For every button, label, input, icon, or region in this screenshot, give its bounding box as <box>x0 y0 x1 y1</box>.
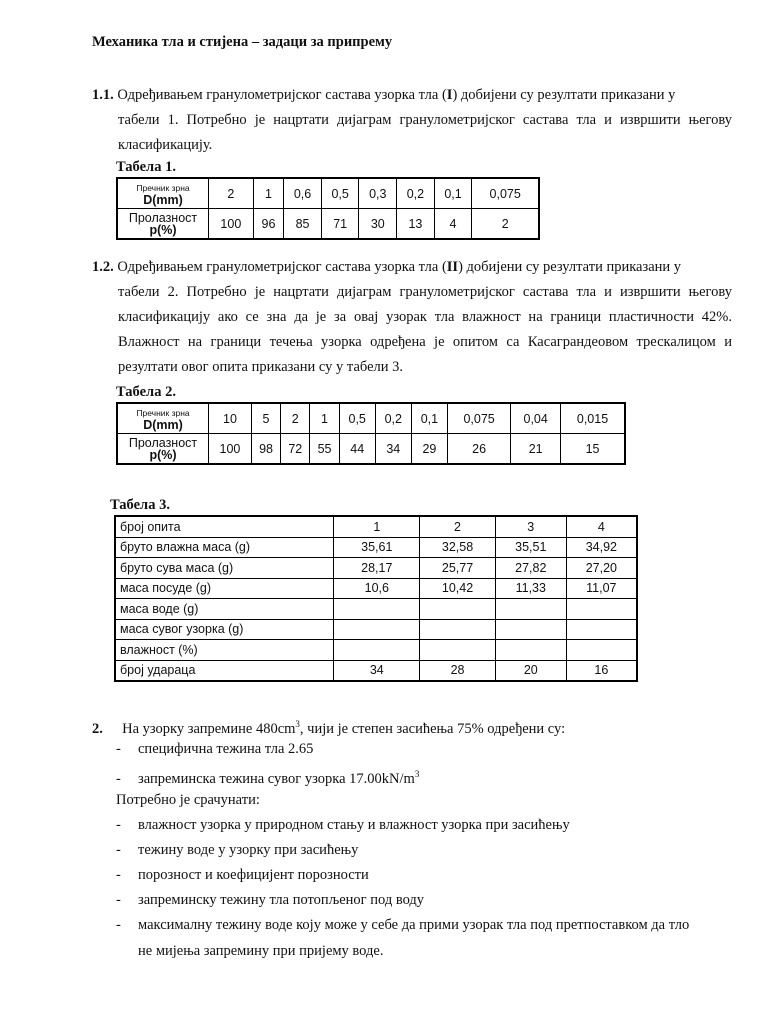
table-2-label-small: Пречник зрна <box>136 407 190 418</box>
table-2-row-label <box>117 403 209 434</box>
table-2-cell: 44 <box>339 434 375 465</box>
given-text: запреминска тежина сувог узорка 17.00kN/m <box>138 771 415 787</box>
table-2-cell: 29 <box>411 434 447 465</box>
table-3-header-cell: 1 <box>334 516 420 537</box>
table-1-cell: 30 <box>359 209 397 240</box>
compute-item <box>116 813 570 838</box>
table-2-cell: 26 <box>447 434 510 465</box>
compute-item <box>116 863 369 888</box>
table-3-row-label: влажност (%) <box>115 640 334 661</box>
table-2-cell: 0,015 <box>561 403 625 434</box>
table-1-cell: 96 <box>253 209 284 240</box>
bullet-dash: - <box>116 867 121 883</box>
table-3-row <box>115 619 637 640</box>
table-1-cell: 0,3 <box>359 178 397 209</box>
table-1-row-label <box>117 209 209 240</box>
table-3-cell <box>420 640 496 661</box>
table-2-cell: 72 <box>281 434 310 465</box>
compute-text: максималну тежину воде коју може у себе да прими узорак тла под претпоставком да тло <box>138 917 690 933</box>
table-1-cell: 0,5 <box>321 178 359 209</box>
table-2-cell: 0,04 <box>511 403 561 434</box>
task-1-1-text <box>92 83 732 158</box>
task-1-1-number: 1.1. <box>92 87 114 103</box>
task-1-1-line1: Одређивањем гранулометријског састава узорка тла ( <box>117 87 447 103</box>
table-3-row <box>115 578 637 599</box>
table-2-caption: Табела 2. <box>116 384 176 400</box>
task-1-2-line1b: ) добијени су резултати приказани у <box>458 259 682 275</box>
table-1-label-small: Пречник зрна <box>136 182 190 193</box>
table-1-cell: 2 <box>472 209 539 240</box>
table-3-cell <box>420 619 496 640</box>
table-2-cell: 98 <box>251 434 280 465</box>
table-2-cell: 34 <box>375 434 411 465</box>
table-3-row-label: број удараца <box>115 660 334 681</box>
table-3-cell: 11,07 <box>566 578 637 599</box>
table-2-row-passing <box>117 434 625 465</box>
table-3-row-label: бруто влажна маса (g) <box>115 537 334 558</box>
table-3-cell: 20 <box>495 660 566 681</box>
table-3-cell: 34 <box>334 660 420 681</box>
table-1-label-d: D(mm) <box>143 192 183 207</box>
table-2-row-diameter <box>117 403 625 434</box>
table-3-row <box>115 537 637 558</box>
table-3-cell <box>495 619 566 640</box>
table-3-cell: 28,17 <box>334 558 420 579</box>
table-1 <box>116 177 540 240</box>
table-3-cell: 10,42 <box>420 578 496 599</box>
table-3-cell: 35,51 <box>495 537 566 558</box>
task-1-1-rest: табели 1. Потребно је нацртати дијаграм гранулометријског састава тла и извршити његову класификацију. <box>118 112 732 153</box>
table-3-cell: 32,58 <box>420 537 496 558</box>
table-2-row-label <box>117 434 209 465</box>
table-1-cell: 100 <box>209 209 254 240</box>
table-2-cell: 0,1 <box>411 403 447 434</box>
table-3-row-label: бруто сува маса (g) <box>115 558 334 579</box>
table-2-cell: 1 <box>310 403 339 434</box>
compute-item <box>116 913 689 938</box>
task-1-2-text <box>92 255 732 380</box>
table-2-cell: 55 <box>310 434 339 465</box>
table-1-cell: 4 <box>434 209 472 240</box>
table-1-cell: 0,2 <box>397 178 435 209</box>
task-1-2-roman: II <box>446 259 459 275</box>
table-3-cell <box>495 599 566 620</box>
compute-continuation: не мијења запремину при пријему воде. <box>138 943 384 959</box>
bullet-dash: - <box>116 817 121 833</box>
table-3-cell <box>334 599 420 620</box>
task-1-1-line1b: ) добијени су резултати приказани у <box>452 87 676 103</box>
task-1-2-rest: табели 2. Потребно је нацртати дијаграм гранулометријског састава тла и извршити његову класификацију ако се зна да је за овај узорак тла влажност на граници пластичности 42%. Влажност на граници течења узорка одређена је опитом са Касаграндеовом трескалицом и резултати овог опита приказани су у табели 3. <box>118 284 732 375</box>
table-1-row-passing <box>117 209 539 240</box>
table-1-cell: 2 <box>209 178 254 209</box>
table-2-cell: 2 <box>281 403 310 434</box>
given-sup: 3 <box>414 769 420 779</box>
compute-text: влажност узорка у природном стању и влажност узорка при засићењу <box>138 817 570 833</box>
table-2 <box>116 402 626 465</box>
table-3-cell: 35,61 <box>334 537 420 558</box>
given-item <box>116 737 313 762</box>
table-3-header-row <box>115 516 637 537</box>
table-3-header-cell: 4 <box>566 516 637 537</box>
task-2-intro-a: На узорку запремине 480cm <box>122 721 296 737</box>
task-2-intro-sup: 3 <box>295 719 300 729</box>
compute-label: Потребно је срачунати: <box>116 792 260 808</box>
table-2-cell: 0,2 <box>375 403 411 434</box>
table-1-cell: 0,6 <box>284 178 322 209</box>
bullet-dash: - <box>116 892 121 908</box>
compute-text: порозност и коефицијент порозности <box>138 867 369 883</box>
table-3-cell: 28 <box>420 660 496 681</box>
table-3-cell <box>566 619 637 640</box>
compute-text: тежину воде у узорку при засићењу <box>138 842 359 858</box>
bullet-dash: - <box>116 842 121 858</box>
table-1-cell: 0,075 <box>472 178 539 209</box>
page-title: Механика тла и стијена – задаци за припрему <box>92 34 393 50</box>
table-1-cell: 85 <box>284 209 322 240</box>
bullet-dash: - <box>116 771 121 787</box>
compute-item <box>116 888 424 913</box>
table-3-cell <box>566 640 637 661</box>
table-3-cell: 16 <box>566 660 637 681</box>
table-3-row <box>115 599 637 620</box>
table-3-header-cell: број опита <box>115 516 334 537</box>
table-2-cell: 21 <box>511 434 561 465</box>
task-2-number: 2. <box>92 721 103 737</box>
task-1-2-line1: Одређивањем гранулометријског састава узорка тла ( <box>117 259 447 275</box>
table-1-row-label <box>117 178 209 209</box>
task-1-1-roman: I <box>446 87 453 103</box>
bullet-dash: - <box>116 917 121 933</box>
task-2-intro-b: , чији је степен засићења 75% одређени су: <box>299 721 566 737</box>
table-2-cell: 15 <box>561 434 625 465</box>
table-3-header-cell: 2 <box>420 516 496 537</box>
table-3-row <box>115 660 637 681</box>
table-3-cell: 11,33 <box>495 578 566 599</box>
table-2-cell: 0,5 <box>339 403 375 434</box>
table-2-cell: 100 <box>209 434 252 465</box>
given-text: специфична тежина тла 2.65 <box>138 741 314 757</box>
table-1-cell: 1 <box>253 178 284 209</box>
table-3-row-label: маса посуде (g) <box>115 578 334 599</box>
table-2-label-d: D(mm) <box>143 417 183 432</box>
table-3-cell <box>566 599 637 620</box>
table-3 <box>114 515 638 682</box>
table-3-cell <box>334 640 420 661</box>
compute-text: запреминску тежину тла потопљеног под воду <box>138 892 425 908</box>
table-1-cell: 13 <box>397 209 435 240</box>
table-2-cell: 5 <box>251 403 280 434</box>
table-3-cell: 27,20 <box>566 558 637 579</box>
table-1-label-passing: Пролазност <box>128 210 198 225</box>
table-3-cell: 34,92 <box>566 537 637 558</box>
table-1-cell: 0,1 <box>434 178 472 209</box>
task-1-2-number: 1.2. <box>92 259 114 275</box>
table-3-caption: Табела 3. <box>110 497 170 513</box>
table-3-cell <box>495 640 566 661</box>
table-3-cell <box>334 619 420 640</box>
table-3-row-label: маса сувог узорка (g) <box>115 619 334 640</box>
table-3-cell <box>420 599 496 620</box>
table-1-row-diameter <box>117 178 539 209</box>
table-2-cell: 10 <box>209 403 252 434</box>
table-3-row <box>115 640 637 661</box>
bullet-dash: - <box>116 741 121 757</box>
table-1-label-p: p(%) <box>149 222 177 237</box>
table-2-cell: 0,075 <box>447 403 510 434</box>
compute-item <box>116 838 358 863</box>
table-2-label-p: p(%) <box>149 447 177 462</box>
table-3-cell: 10,6 <box>334 578 420 599</box>
table-3-header-cell: 3 <box>495 516 566 537</box>
table-3-row <box>115 558 637 579</box>
table-1-caption: Табела 1. <box>116 159 176 175</box>
table-3-cell: 27,82 <box>495 558 566 579</box>
table-3-cell: 25,77 <box>420 558 496 579</box>
table-1-cell: 71 <box>321 209 359 240</box>
table-3-row-label: маса воде (g) <box>115 599 334 620</box>
table-2-label-passing: Пролазност <box>128 435 198 450</box>
